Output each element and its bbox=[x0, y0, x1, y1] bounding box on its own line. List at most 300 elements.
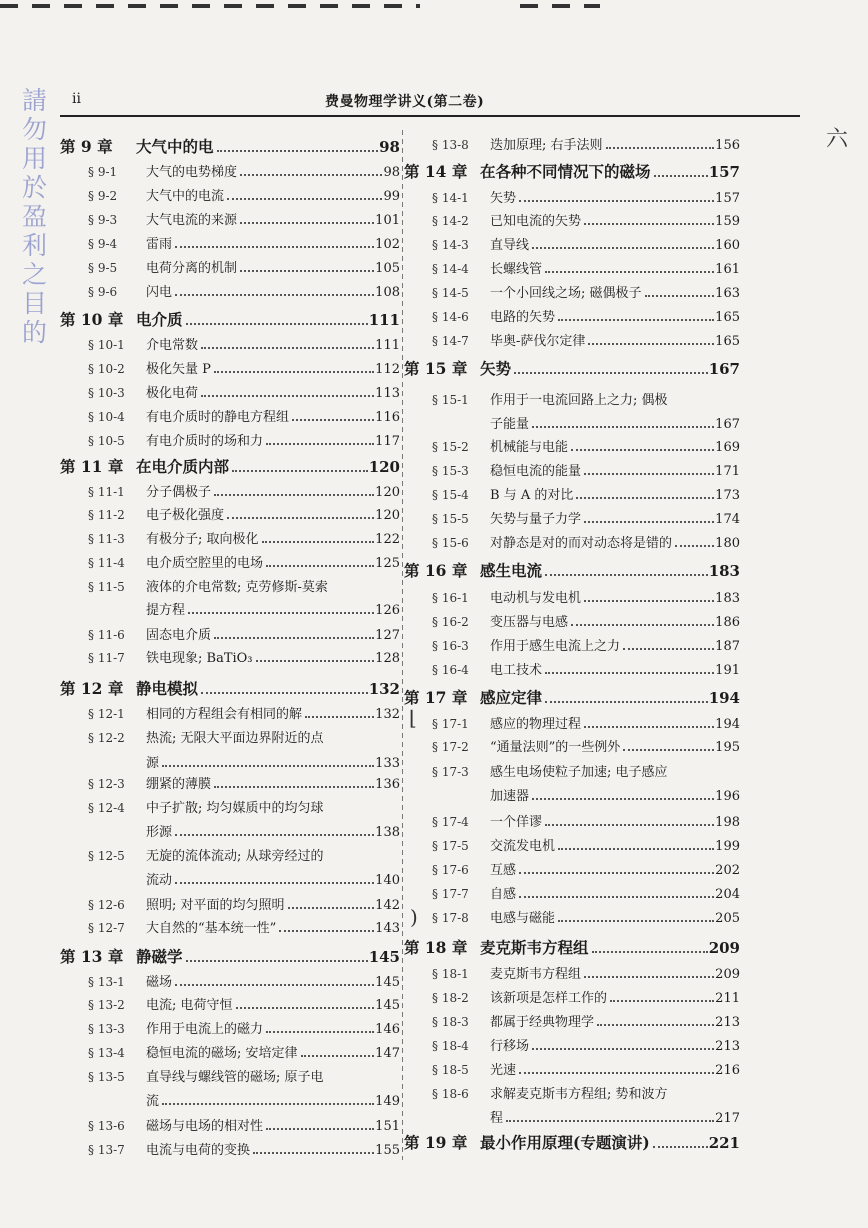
toc-section-entry bbox=[60, 257, 400, 276]
section-number: § 10-2 bbox=[88, 362, 125, 376]
section-number: § 12-3 bbox=[88, 777, 125, 791]
toc-section-entry bbox=[60, 406, 400, 425]
page-number: 202 bbox=[715, 863, 740, 878]
chapter-number: 第 17 章 bbox=[404, 688, 468, 707]
toc-chapter-entry bbox=[404, 1131, 740, 1153]
dot-leader bbox=[576, 497, 714, 499]
page-number: 126 bbox=[375, 603, 400, 618]
entry-title: 直导线与螺线管的磁场; 原子电 bbox=[146, 1070, 324, 1085]
page-number: 142 bbox=[375, 898, 400, 913]
toc-section-entry bbox=[60, 1139, 400, 1158]
section-number: § 18-4 bbox=[432, 1039, 469, 1053]
page-folio: ii bbox=[72, 91, 81, 107]
top-scan-edge bbox=[520, 4, 600, 8]
dot-leader bbox=[227, 517, 374, 519]
dot-leader bbox=[623, 749, 714, 751]
dot-leader bbox=[584, 473, 714, 475]
section-number: § 10-1 bbox=[88, 338, 125, 352]
page-number: 111 bbox=[375, 338, 400, 353]
section-number: § 14-1 bbox=[432, 191, 469, 205]
toc-section-entry bbox=[404, 987, 740, 1006]
page-number: 171 bbox=[715, 464, 740, 479]
entry-title: 无旋的流体流动; 从球旁经过的 bbox=[146, 849, 324, 864]
dot-leader bbox=[227, 198, 382, 200]
toc-section-entry bbox=[404, 210, 740, 229]
page-number: 211 bbox=[715, 991, 740, 1006]
entry-title: 介电常数 bbox=[146, 338, 199, 353]
toc-entry-continuation bbox=[60, 821, 400, 840]
toc-chapter-entry bbox=[60, 945, 400, 967]
entry-title: 感生电流 bbox=[480, 561, 543, 580]
entry-title: 绷紧的薄膜 bbox=[146, 777, 212, 792]
section-number: § 16-1 bbox=[432, 591, 469, 605]
entry-title: 固态电介质 bbox=[146, 628, 212, 643]
toc-section-entry bbox=[60, 552, 400, 571]
page-number: 155 bbox=[375, 1143, 400, 1158]
entry-title: 大气电流的来源 bbox=[146, 213, 238, 228]
dot-leader bbox=[214, 637, 374, 639]
toc-section-entry bbox=[60, 161, 400, 180]
dot-leader bbox=[162, 765, 374, 767]
dot-leader bbox=[606, 147, 715, 149]
margin-mark: 六 bbox=[826, 127, 851, 152]
toc-section-entry bbox=[404, 811, 740, 830]
entry-title: 照明; 对平面的均匀照明 bbox=[146, 898, 285, 913]
chapter-number: 第 11 章 bbox=[60, 457, 124, 476]
section-number: § 17-4 bbox=[432, 815, 469, 829]
toc-section-entry bbox=[404, 282, 740, 301]
toc-section-entry bbox=[404, 1059, 740, 1078]
section-number: § 11-1 bbox=[88, 485, 125, 499]
toc-section-entry bbox=[404, 306, 740, 325]
toc-chapter-entry bbox=[404, 936, 740, 958]
dot-leader bbox=[571, 449, 714, 451]
dot-leader bbox=[175, 984, 374, 986]
toc-section-entry bbox=[404, 389, 740, 408]
entry-title: 感应的物理过程 bbox=[490, 717, 582, 732]
page-number: 98 bbox=[379, 138, 400, 156]
page-number: 167 bbox=[708, 360, 740, 378]
toc-section-entry bbox=[60, 358, 400, 377]
entry-title: 源 bbox=[146, 756, 160, 771]
page-number: 101 bbox=[375, 213, 400, 228]
toc-section-entry bbox=[404, 587, 740, 606]
toc-section-entry bbox=[404, 460, 740, 479]
toc-chapter-entry bbox=[404, 160, 740, 182]
page-number: 165 bbox=[715, 310, 740, 325]
dot-leader bbox=[623, 648, 714, 650]
page-number: 108 bbox=[375, 285, 400, 300]
chapter-number: 第 15 章 bbox=[404, 359, 468, 378]
dot-leader bbox=[305, 716, 374, 718]
section-number: § 12-1 bbox=[88, 707, 125, 721]
toc-section-entry bbox=[60, 281, 400, 300]
entry-title: 麦克斯韦方程组 bbox=[490, 967, 582, 982]
dot-leader bbox=[545, 672, 714, 674]
toc-section-entry bbox=[404, 907, 740, 926]
dot-leader bbox=[175, 246, 374, 248]
dot-leader bbox=[675, 545, 714, 547]
chapter-number: 第 19 章 bbox=[404, 1133, 468, 1152]
entry-title: 磁场与电场的相对性 bbox=[146, 1119, 264, 1134]
section-number: § 17-7 bbox=[432, 887, 469, 901]
page-number: 122 bbox=[375, 532, 400, 547]
section-number: § 13-1 bbox=[88, 975, 125, 989]
entry-title: 分子偶极子 bbox=[146, 485, 212, 500]
page-number: 140 bbox=[375, 873, 400, 888]
section-number: § 14-3 bbox=[432, 238, 469, 252]
section-number: § 13-4 bbox=[88, 1046, 125, 1060]
entry-title: 交流发电机 bbox=[490, 839, 556, 854]
pencil-mark: ⌊ bbox=[409, 706, 417, 730]
section-number: § 10-3 bbox=[88, 386, 125, 400]
section-number: § 12-2 bbox=[88, 731, 125, 745]
entry-title: 电路的矢势 bbox=[490, 310, 556, 325]
entry-title: 已知电流的矢势 bbox=[490, 214, 582, 229]
entry-title: 相同的方程组会有相同的解 bbox=[146, 707, 303, 722]
page-number: 105 bbox=[375, 261, 400, 276]
page-number: 99 bbox=[383, 189, 400, 204]
page-number: 167 bbox=[715, 417, 740, 432]
toc-section-entry bbox=[60, 727, 400, 746]
toc-section-entry bbox=[60, 504, 400, 523]
section-number: § 15-6 bbox=[432, 536, 469, 550]
toc-section-entry bbox=[404, 1083, 740, 1102]
section-number: § 12-7 bbox=[88, 921, 125, 935]
dot-leader bbox=[162, 1103, 374, 1105]
entry-title: 电流与电荷的变换 bbox=[146, 1143, 251, 1158]
page-number: 157 bbox=[715, 191, 740, 206]
toc-entry-continuation bbox=[60, 1090, 400, 1109]
page-number: 113 bbox=[375, 386, 400, 401]
page-number: 145 bbox=[375, 998, 400, 1013]
page-number: 132 bbox=[375, 707, 400, 722]
page-number: 187 bbox=[715, 639, 740, 654]
section-number: § 16-3 bbox=[432, 639, 469, 653]
section-number: § 12-5 bbox=[88, 849, 125, 863]
dot-leader bbox=[256, 660, 375, 662]
section-number: § 15-2 bbox=[432, 440, 469, 454]
dot-leader bbox=[175, 294, 374, 296]
dot-leader bbox=[266, 443, 374, 445]
entry-title: 感应定律 bbox=[480, 688, 543, 707]
entry-title: 作用于电流上的磁力 bbox=[146, 1022, 264, 1037]
entry-title: “通量法则”的一些例外 bbox=[490, 740, 621, 755]
entry-title: 一个小回线之场; 磁偶极子 bbox=[490, 286, 642, 301]
dot-leader bbox=[592, 951, 708, 953]
page-number: 165 bbox=[715, 334, 740, 349]
entry-title: 静电模拟 bbox=[136, 679, 199, 698]
page-number: 160 bbox=[715, 238, 740, 253]
entry-title: 闪电 bbox=[146, 285, 173, 300]
section-number: § 11-2 bbox=[88, 508, 125, 522]
dot-leader bbox=[558, 920, 714, 922]
dot-leader bbox=[519, 896, 714, 898]
header-rule bbox=[60, 115, 800, 117]
page-number: 217 bbox=[715, 1111, 740, 1126]
entry-title: 电子极化强度 bbox=[146, 508, 225, 523]
page-number: 195 bbox=[715, 740, 740, 755]
section-number: § 17-3 bbox=[432, 765, 469, 779]
section-number: § 11-7 bbox=[88, 651, 125, 665]
dot-leader bbox=[214, 371, 374, 373]
toc-section-entry bbox=[404, 234, 740, 253]
section-number: § 9-6 bbox=[88, 285, 118, 299]
page-number: 128 bbox=[375, 651, 400, 666]
entry-title: 提方程 bbox=[146, 603, 186, 618]
dot-leader bbox=[519, 872, 714, 874]
entry-title: 有电介质时的静电方程组 bbox=[146, 410, 290, 425]
dot-leader bbox=[584, 600, 714, 602]
section-number: § 14-7 bbox=[432, 334, 469, 348]
dot-leader bbox=[188, 612, 374, 614]
toc-section-entry bbox=[60, 624, 400, 643]
entry-title: 铁电现象; BaTiO₃ bbox=[146, 651, 253, 666]
dot-leader bbox=[597, 1024, 714, 1026]
entry-title: 形源 bbox=[146, 825, 173, 840]
dot-leader bbox=[532, 247, 714, 249]
entry-title: 电流; 电荷守恒 bbox=[146, 998, 233, 1013]
dot-leader bbox=[266, 565, 374, 567]
entry-title: 大气中的电 bbox=[136, 137, 214, 156]
dot-leader bbox=[545, 271, 714, 273]
page-number: 111 bbox=[368, 311, 400, 329]
section-number: § 12-6 bbox=[88, 898, 125, 912]
toc-section-entry bbox=[404, 963, 740, 982]
toc-section-entry bbox=[60, 797, 400, 816]
toc-section-entry bbox=[404, 736, 740, 755]
toc-chapter-entry bbox=[60, 677, 400, 699]
chapter-number: 第 16 章 bbox=[404, 561, 468, 580]
dot-leader bbox=[532, 798, 714, 800]
dot-leader bbox=[175, 834, 374, 836]
toc-chapter-entry bbox=[60, 135, 400, 157]
page-number: 194 bbox=[715, 717, 740, 732]
section-number: § 17-8 bbox=[432, 911, 469, 925]
dot-leader bbox=[558, 848, 714, 850]
page-number: 199 bbox=[715, 839, 740, 854]
entry-title: 流 bbox=[146, 1094, 160, 1109]
section-number: § 15-4 bbox=[432, 488, 469, 502]
page-number: 132 bbox=[368, 680, 400, 698]
toc-section-entry bbox=[60, 773, 400, 792]
entry-title: 在电介质内部 bbox=[136, 457, 230, 476]
column-divider bbox=[402, 130, 403, 1160]
dot-leader bbox=[519, 1072, 714, 1074]
chapter-number: 第 13 章 bbox=[60, 947, 124, 966]
page-number: 120 bbox=[375, 508, 400, 523]
dot-leader bbox=[545, 824, 714, 826]
section-number: § 13-2 bbox=[88, 998, 125, 1012]
toc-chapter-entry bbox=[60, 308, 400, 330]
dot-leader bbox=[292, 419, 374, 421]
section-number: § 10-5 bbox=[88, 434, 125, 448]
entry-title: 矢势 bbox=[480, 359, 512, 378]
page-number: 145 bbox=[375, 975, 400, 990]
toc-chapter-entry bbox=[404, 686, 740, 708]
entry-title: 最小作用原理(专题演讲) bbox=[480, 1133, 650, 1152]
entry-title: 中子扩散; 均匀媒质中的均匀球 bbox=[146, 801, 324, 816]
dot-leader bbox=[217, 150, 379, 152]
chapter-number: 第 18 章 bbox=[404, 938, 468, 957]
toc-section-entry bbox=[404, 659, 740, 678]
dot-leader bbox=[201, 395, 374, 397]
toc-chapter-entry bbox=[60, 455, 400, 477]
toc-section-entry bbox=[404, 187, 740, 206]
page-number: 173 bbox=[715, 488, 740, 503]
page-number: 194 bbox=[708, 689, 740, 707]
entry-title: 对静态是对的而对动态将是错的 bbox=[490, 536, 673, 551]
section-number: § 18-6 bbox=[432, 1087, 469, 1101]
entry-title: 直导线 bbox=[490, 238, 530, 253]
page-number: 209 bbox=[708, 939, 740, 957]
section-number: § 17-5 bbox=[432, 839, 469, 853]
toc-section-entry bbox=[60, 917, 400, 936]
toc-section-entry bbox=[404, 713, 740, 732]
chapter-number: 第 14 章 bbox=[404, 162, 468, 181]
toc-section-entry bbox=[404, 484, 740, 503]
toc-entry-continuation bbox=[404, 1107, 740, 1126]
page-number: 157 bbox=[708, 163, 740, 181]
dot-leader bbox=[514, 372, 708, 374]
entry-title: 电动机与发电机 bbox=[490, 591, 582, 606]
page-number: 159 bbox=[715, 214, 740, 229]
page-number: 117 bbox=[375, 434, 400, 449]
dot-leader bbox=[175, 882, 374, 884]
dot-leader bbox=[186, 323, 368, 325]
toc-section-entry bbox=[60, 528, 400, 547]
page-number: 125 bbox=[375, 556, 400, 571]
dot-leader bbox=[545, 701, 708, 703]
section-number: § 11-6 bbox=[88, 628, 125, 642]
entry-title: 稳恒电流的磁场; 安培定律 bbox=[146, 1046, 298, 1061]
entry-title: 变压器与电感 bbox=[490, 615, 569, 630]
page-number: 205 bbox=[715, 911, 740, 926]
page-number: 156 bbox=[715, 138, 740, 153]
section-number: § 16-2 bbox=[432, 615, 469, 629]
section-number: § 15-1 bbox=[432, 393, 469, 407]
entry-title: 液体的介电常数; 克劳修斯-莫索 bbox=[146, 580, 328, 595]
section-number: § 14-5 bbox=[432, 286, 469, 300]
entry-title: 热流; 无限大平面边界附近的点 bbox=[146, 731, 324, 746]
section-number: § 13-7 bbox=[88, 1143, 125, 1157]
toc-section-entry bbox=[60, 1066, 400, 1085]
toc-entry-continuation bbox=[404, 785, 740, 804]
entry-title: 互感 bbox=[490, 863, 517, 878]
toc-section-entry bbox=[60, 894, 400, 913]
page-number: 127 bbox=[375, 628, 400, 643]
toc-section-entry bbox=[60, 334, 400, 353]
dot-leader bbox=[545, 574, 708, 576]
page-number: 213 bbox=[715, 1015, 740, 1030]
section-number: § 15-3 bbox=[432, 464, 469, 478]
page-number: 161 bbox=[715, 262, 740, 277]
dot-leader bbox=[584, 223, 714, 225]
page-number: 169 bbox=[715, 440, 740, 455]
section-number: § 9-5 bbox=[88, 261, 118, 275]
entry-title: 求解麦克斯韦方程组; 势和波方 bbox=[490, 1087, 668, 1102]
entry-title: 矢势与量子力学 bbox=[490, 512, 582, 527]
entry-title: 大气的电势梯度 bbox=[146, 165, 238, 180]
dot-leader bbox=[519, 200, 714, 202]
section-number: § 18-2 bbox=[432, 991, 469, 1005]
page-number: 221 bbox=[708, 1134, 740, 1152]
entry-title: 作用于一电流回路上之力; 偶极 bbox=[490, 393, 668, 408]
toc-section-entry bbox=[404, 1011, 740, 1030]
entry-title: 作用于感生电流上之力 bbox=[490, 639, 621, 654]
dot-leader bbox=[214, 494, 374, 496]
dot-leader bbox=[653, 1146, 708, 1148]
entry-title: 迭加原理; 右手法则 bbox=[490, 138, 603, 153]
entry-title: 长螺线管 bbox=[490, 262, 543, 277]
entry-title: 光速 bbox=[490, 1063, 517, 1078]
section-number: § 13-6 bbox=[88, 1119, 125, 1133]
page-number: 143 bbox=[375, 921, 400, 936]
dot-leader bbox=[532, 1048, 714, 1050]
dot-leader bbox=[654, 175, 708, 177]
page-number: 183 bbox=[708, 562, 740, 580]
toc-section-entry bbox=[60, 994, 400, 1013]
toc-section-entry bbox=[404, 532, 740, 551]
page-number: 151 bbox=[375, 1119, 400, 1134]
entry-title: 稳恒电流的能量 bbox=[490, 464, 582, 479]
toc-section-entry bbox=[404, 258, 740, 277]
toc-chapter-entry bbox=[404, 559, 740, 581]
page-number: 196 bbox=[715, 789, 740, 804]
toc-entry-continuation bbox=[60, 869, 400, 888]
dot-leader bbox=[584, 726, 714, 728]
section-number: § 9-2 bbox=[88, 189, 118, 203]
toc-section-entry bbox=[60, 1115, 400, 1134]
entry-title: 该新项是怎样工作的 bbox=[490, 991, 608, 1006]
section-number: § 18-3 bbox=[432, 1015, 469, 1029]
entry-title: 大气中的电流 bbox=[146, 189, 225, 204]
section-number: § 14-2 bbox=[432, 214, 469, 228]
entry-title: 电荷分离的机制 bbox=[146, 261, 238, 276]
page-number: 133 bbox=[375, 756, 400, 771]
section-number: § 11-3 bbox=[88, 532, 125, 546]
page-number: 163 bbox=[715, 286, 740, 301]
page-number: 191 bbox=[715, 663, 740, 678]
dot-leader bbox=[240, 270, 374, 272]
section-number: § 13-8 bbox=[432, 138, 469, 152]
chapter-number: 第 9 章 bbox=[60, 137, 113, 156]
page-number: 204 bbox=[715, 887, 740, 902]
top-scan-edge bbox=[0, 4, 420, 8]
section-number: § 17-6 bbox=[432, 863, 469, 877]
toc-section-entry bbox=[404, 436, 740, 455]
page-number: 216 bbox=[715, 1063, 740, 1078]
entry-title: 程 bbox=[490, 1111, 504, 1126]
page-number: 145 bbox=[368, 948, 400, 966]
toc-section-entry bbox=[404, 508, 740, 527]
page-number: 146 bbox=[375, 1022, 400, 1037]
page-number: 180 bbox=[715, 536, 740, 551]
page-number: 174 bbox=[715, 512, 740, 527]
dot-leader bbox=[266, 1031, 374, 1033]
entry-title: 毕奥-萨伐尔定律 bbox=[490, 334, 586, 349]
entry-title: 加速器 bbox=[490, 789, 530, 804]
page-number: 116 bbox=[375, 410, 400, 425]
page-number: 213 bbox=[715, 1039, 740, 1054]
toc-section-entry bbox=[404, 859, 740, 878]
page-number: 147 bbox=[375, 1046, 400, 1061]
toc-section-entry bbox=[404, 1035, 740, 1054]
entry-title: 感生电场使粒子加速; 电子感应 bbox=[490, 765, 668, 780]
section-number: § 12-4 bbox=[88, 801, 125, 815]
dot-leader bbox=[266, 1128, 374, 1130]
dot-leader bbox=[610, 1000, 714, 1002]
